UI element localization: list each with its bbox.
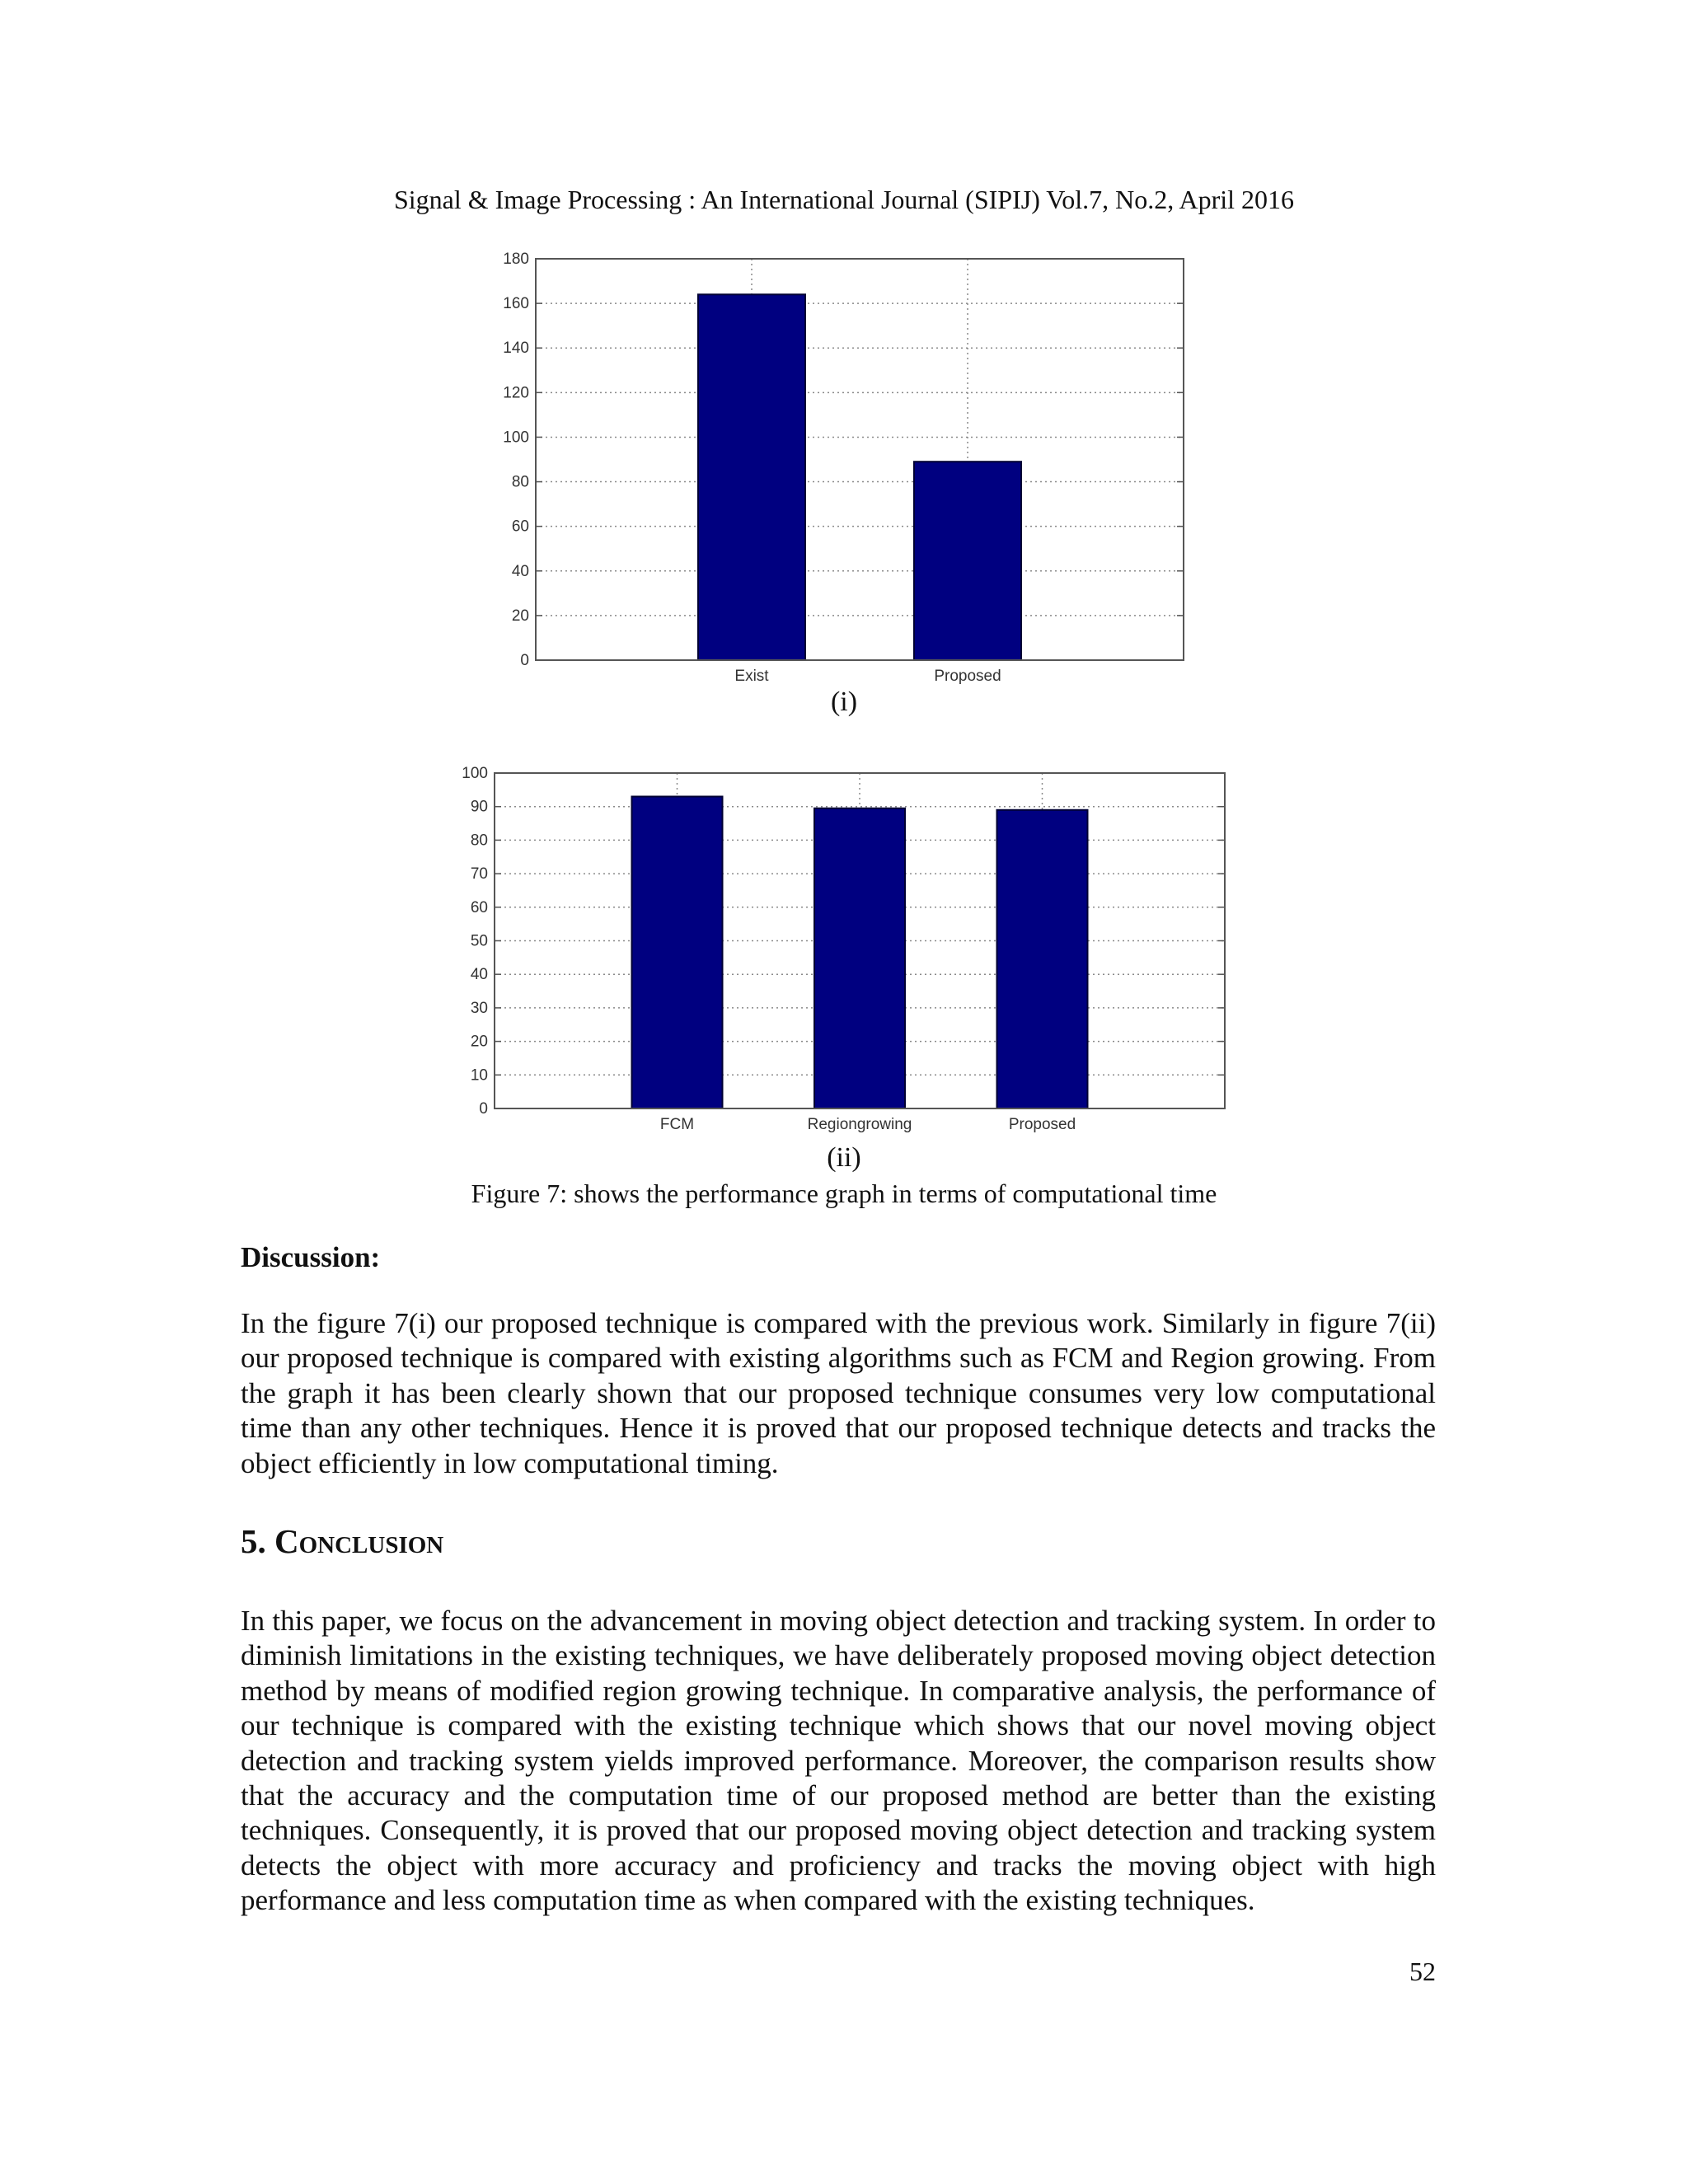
y-tick-label: 0: [479, 1100, 488, 1118]
conclusion-paragraph: In this paper, we focus on the advancement in moving object detection and tracking system. In order to diminish limitations in the existing techniques, we have deliberately proposed moving object detection method by means of modified region growing technique. In comparative analysis, the performance of our technique is compared with the existing technique which shows that our novel moving object detection and tracking system yields improved performance. Moreover, the comparison results show that the accuracy and the computation time of our proposed method are better than the existing techniques. Consequently, it is proved that our proposed moving object detection and tracking system detects the object with more accuracy and proficiency and tracks the moving object with high performance and less computation time as when compared with the existing techniques.: [241, 1605, 1436, 1917]
y-tick-label: 100: [462, 765, 488, 782]
x-tick-label: Exist: [734, 668, 769, 684]
y-tick-label: 10: [470, 1066, 488, 1085]
section-number: 5.: [241, 1522, 274, 1560]
section-title: Conclusion: [274, 1522, 444, 1560]
discussion-paragraph: In the figure 7(i) our proposed technique is compared with the previous work. Similarly in figure 7(ii) our proposed technique is compared with existing algorithms such as FCM and Region growing. From the graph it has been clearly shown that our proposed technique consumes very low computational time than any other techniques. Hence it is proved that our proposed technique detects and tracks the object efficiently in low computational timing.: [241, 1307, 1436, 1479]
y-tick-label: 20: [470, 1033, 488, 1051]
bar-chart-computation-time-ii: [429, 760, 1253, 1136]
x-tick-label: Proposed: [934, 668, 1001, 684]
bar-fcm: [632, 796, 723, 1108]
x-tick-label: FCM: [659, 1116, 695, 1133]
conclusion-heading: [241, 1521, 443, 1562]
figure-caption: Figure 7: shows the performance graph in terms of computational time: [471, 1179, 1217, 1208]
y-tick-label: 40: [511, 562, 529, 580]
y-tick-label: 140: [503, 340, 529, 358]
y-tick-label: 160: [503, 295, 529, 313]
plot-frame: [536, 259, 1184, 660]
bar-regiongrowing: [814, 808, 905, 1108]
bar-chart-computation-time-i: [462, 247, 1203, 684]
y-tick-label: 0: [520, 652, 529, 669]
figure-sublabel-ii: (ii): [827, 1142, 861, 1173]
running-header: Signal & Image Processing : An International Journal (SIPIJ) Vol.7, No.2, April 2016: [393, 185, 1295, 214]
page-number: 52: [1409, 1957, 1436, 1986]
y-tick-label: 100: [503, 429, 529, 447]
discussion-heading: Discussion:: [241, 1241, 381, 1273]
y-tick-label: 20: [511, 607, 529, 625]
figure-sublabel-i: (i): [830, 687, 858, 717]
y-tick-label: 60: [470, 898, 488, 916]
y-tick-label: 50: [470, 932, 488, 950]
y-tick-label: 40: [470, 966, 488, 984]
x-tick-label: Regiongrowing: [807, 1116, 912, 1133]
bar-exist: [698, 294, 805, 660]
bar-proposed: [997, 810, 1088, 1108]
y-tick-label: 80: [470, 832, 488, 850]
y-tick-label: 180: [503, 251, 529, 268]
bar-proposed: [914, 462, 1021, 660]
y-tick-label: 70: [470, 865, 488, 883]
y-tick-label: 30: [470, 999, 488, 1017]
y-tick-label: 90: [470, 798, 488, 816]
y-tick-label: 80: [511, 473, 529, 491]
y-tick-label: 120: [503, 384, 529, 402]
x-tick-label: Proposed: [1008, 1116, 1076, 1133]
y-tick-label: 60: [511, 518, 529, 536]
